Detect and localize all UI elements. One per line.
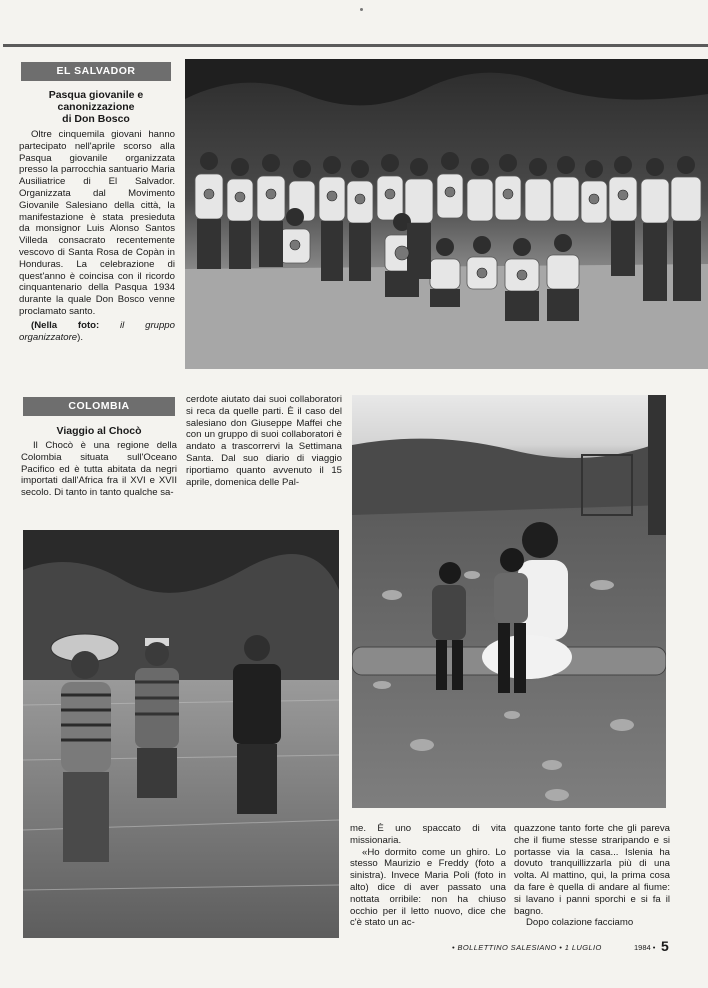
section-banner-colombia: COLOMBIA (23, 397, 175, 416)
article-body-col1: Il Chocò è una regione della Colombia situata sull'Oceano Pacifico ed è tutta abitata da negri importati dall'Africa fra il XVI e XVII secolo. Di tanto in tanto qualche sa- (21, 440, 177, 499)
footer-publication: • BOLLETTINO SALESIANO • 1 LUGLIO (452, 943, 602, 952)
caption-end: ). (77, 331, 84, 343)
caption-bold: (Nella foto: (31, 319, 100, 331)
article-body-col3-a: me. È uno spaccato di vita missionaria. (350, 823, 506, 846)
headline-el-salvador (21, 89, 171, 125)
article-el-salvador (19, 129, 175, 343)
article-colombia-col3 (350, 823, 506, 929)
article-colombia-col1 (21, 440, 177, 499)
header-rule (3, 44, 708, 47)
page-number: 5 (661, 938, 669, 954)
headline-line-1: Pasqua giovanile e (48, 89, 144, 101)
children-photo (352, 395, 666, 808)
footer-year: 1984 • (634, 943, 656, 952)
article-body-col4-a: quazzone tanto forte che gli pareva che il fiume stesse straripando e si portasse via la casa... Islenia ha dovuto tranquillizzarla più di una volta. Al mattino, qui, la prima cosa da fare è quella di andare al fiume: si lavano i panni sporchi e si fa il bagno. (514, 823, 670, 917)
group-photo (185, 59, 708, 369)
article-body-col2: cerdote aiutato dai suoi collaboratori si reca da quelle parti. È il caso del salesiano don Giuseppe Maffei che con un gruppo di suoi collaboratori è andato a trascorrervi la Settimana Santa. Dal suo diario di viaggio riportiamo quanto avvenuto il 15 aprile, domenica delle Pal- (186, 394, 342, 488)
river-photo (23, 530, 339, 938)
headline-line-2: canonizzazione (57, 101, 135, 113)
headline-line-3: di Don Bosco (62, 113, 130, 125)
article-body-col3-b: «Ho dormito come un ghiro. Lo stesso Maurizio e Freddy (foto a sinistra). Invece Maria Poli (foto in alto) dice di aver passato una nottata orribile: non ha chiuso occhio per il letto nuovo, dice che c'è stato un ac- (350, 846, 506, 929)
article-colombia-col2 (186, 394, 342, 488)
caption-italic: il gruppo organizzatore (19, 319, 175, 343)
page-speck (360, 8, 363, 11)
article-colombia-col4 (514, 823, 670, 929)
section-banner-el-salvador: EL SALVADOR (21, 62, 171, 81)
photo-caption (19, 320, 175, 344)
headline-colombia: Viaggio al Chocò (56, 425, 142, 437)
article-body: Oltre cinquemila giovani hanno partecipato nell'aprile scorso alla Pasqua giovanile organizzata presso la parrocchia santuario Maria Ausiliatrice di El Salvador. Organizzata dal Movimento Giovanile Salesiano della città, la manifestazione è stata presieduta da monsignor Luis Alonso Santos Villeda consacrato recentemente vescovo di Santa Rosa de Copàn in Honduras. La celebrazione di quest'anno è coincisa con il ricordo cinquantenario della Pasqua 1934 durante la quale Don Bosco venne proclamato santo. (19, 129, 175, 317)
article-body-col4-b: Dopo colazione facciamo (526, 917, 634, 929)
